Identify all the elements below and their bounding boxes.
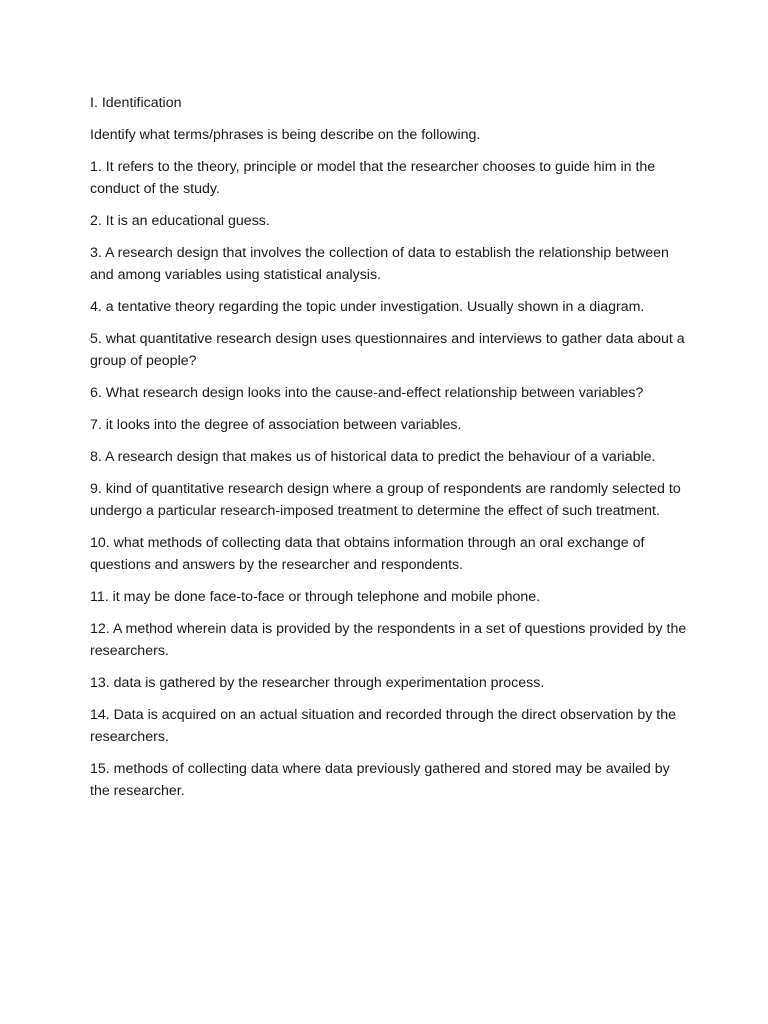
question-item-3: 3. A research design that involves the collection of data to establish the relationship between and among variables using statistical analysis. (90, 245, 669, 283)
instruction-text: Identify what terms/phrases is being describe on the following. (90, 127, 481, 143)
section-heading: I. Identification (90, 95, 182, 111)
question-item-4: 4. a tentative theory regarding the topic under investigation. Usually shown in a diagram. (90, 299, 645, 315)
question-item-12: 12. A method wherein data is provided by the respondents in a set of questions provided by the researchers. (90, 621, 687, 659)
question-item-10: 10. what methods of collecting data that obtains information through an oral exchange of questions and answers by the researcher and respondents. (90, 535, 645, 573)
document-body (90, 92, 690, 812)
question-item-1: 1. It refers to the theory, principle or model that the researcher chooses to guide him in the conduct of the study. (90, 159, 656, 197)
question-item-11: 11. it may be done face-to-face or through telephone and mobile phone. (90, 589, 541, 605)
question-item-13: 13. data is gathered by the researcher through experimentation process. (90, 675, 545, 691)
question-item-6: 6. What research design looks into the cause-and-effect relationship between variables? (90, 385, 644, 401)
question-item-2: 2. It is an educational guess. (90, 213, 270, 229)
question-item-7: 7. it looks into the degree of association between variables. (90, 417, 462, 433)
question-item-9: 9. kind of quantitative research design where a group of respondents are randomly selected to undergo a particular research-imposed treatment to determine the effect of such treatment. (90, 481, 681, 519)
question-item-14: 14. Data is acquired on an actual situation and recorded through the direct observation by the researchers. (90, 707, 677, 745)
question-item-8: 8. A research design that makes us of historical data to predict the behaviour of a variable. (90, 449, 656, 465)
question-item-15: 15. methods of collecting data where data previously gathered and stored may be availed by the researcher. (90, 761, 670, 799)
question-item-5: 5. what quantitative research design uses questionnaires and interviews to gather data about a group of people? (90, 331, 685, 369)
